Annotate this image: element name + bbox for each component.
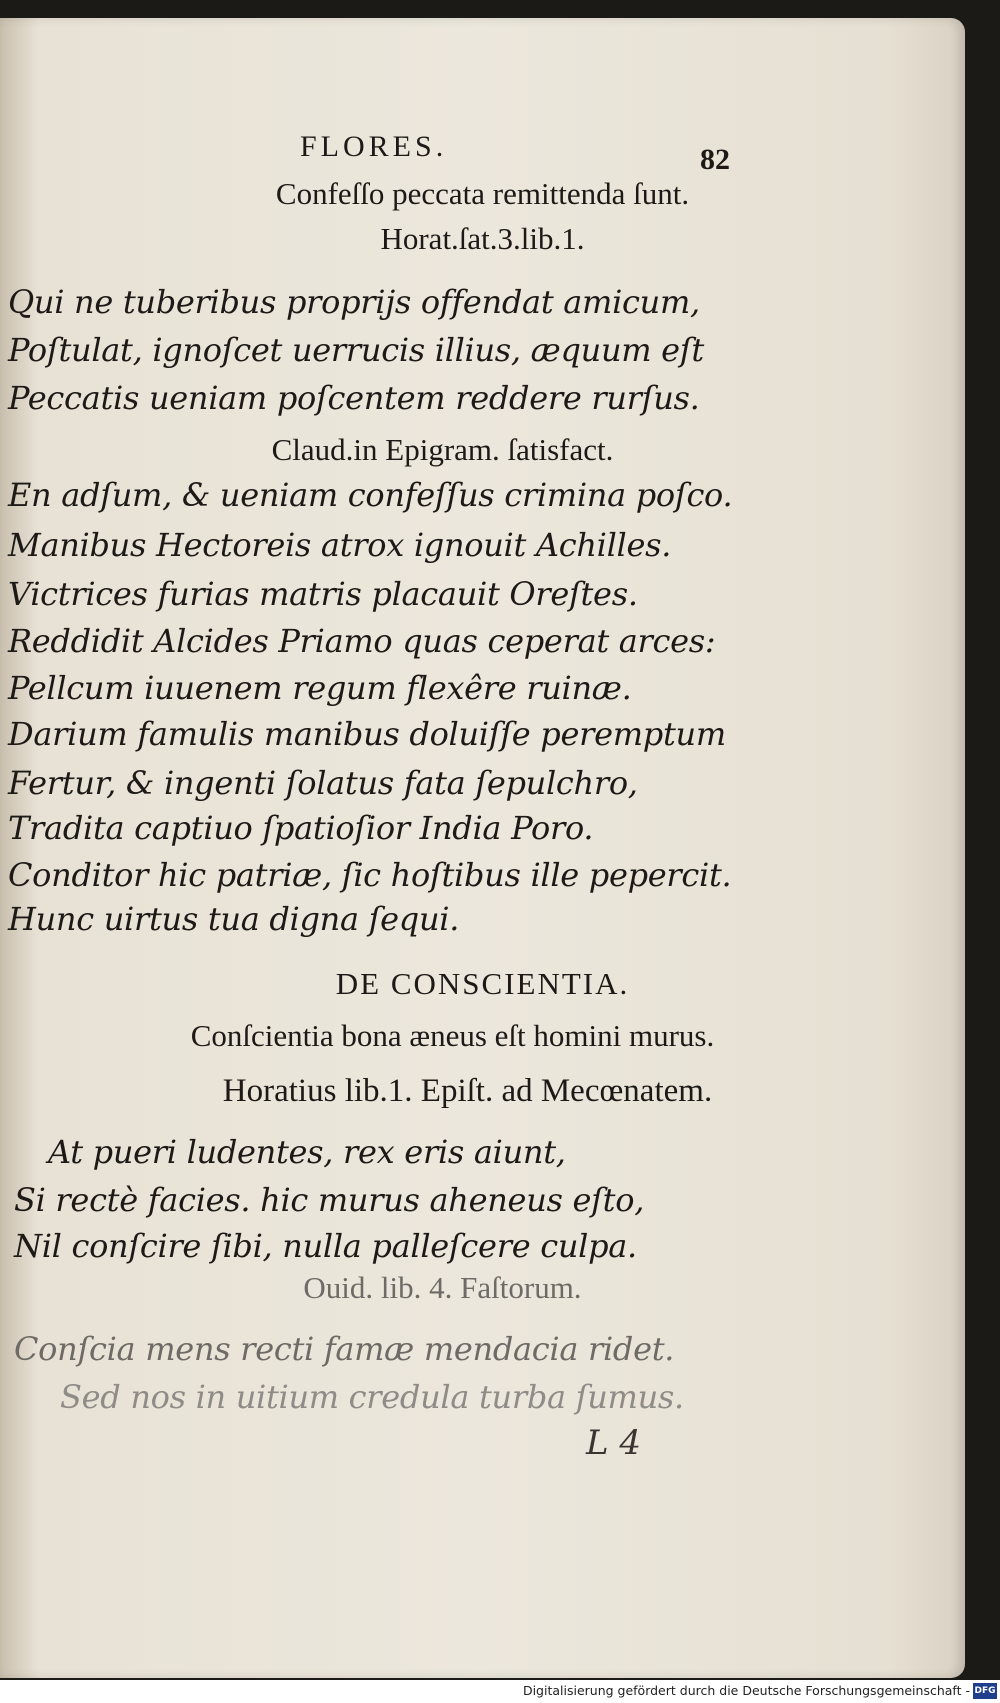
footer-bar xyxy=(0,1680,1000,1703)
signature-mark: L 4 xyxy=(586,1423,642,1463)
verse-line: Conſcia mens recti famæ mendacia ridet. xyxy=(14,1330,675,1368)
verse-line: Hunc uirtus tua digna ſequi. xyxy=(8,900,460,938)
source-heading: Horatius lib.1. Epiſt. ad Mecœnatem. xyxy=(222,1073,713,1109)
verse-line: Qui ne tuberibus proprijs offendat amicum, xyxy=(8,283,700,321)
verse-line: Pellcum iuuenem regum flexêre ruinæ. xyxy=(8,669,632,707)
verse-line: Poſtulat, ignoſcet uerrucis illius, æquum eſt xyxy=(8,331,704,369)
source-heading: Claud.in Epigram. ſatisfact. xyxy=(271,432,614,467)
verse-line: Nil conſcire ſibi, nulla palleſcere culpa. xyxy=(14,1227,637,1265)
verse-line: Reddidit Alcides Priamo quas ceperat arces: xyxy=(8,622,716,660)
verse-line: Tradita captiuo ſpatioſior India Poro. xyxy=(8,809,594,847)
verse-line: Fertur, & ingenti ſolatus fata ſepulchro, xyxy=(8,764,638,802)
verse-line: Victrices furias matris placauit Oreſtes. xyxy=(8,575,638,613)
dfg-logo: DFG xyxy=(973,1683,997,1699)
verse-line: Manibus Hectoreis atrox ignouit Achilles. xyxy=(8,526,672,564)
source-heading: Horat.ſat.3.lib.1. xyxy=(380,221,585,256)
verse-line: Si rectè facies. hic murus aheneus eſto, xyxy=(14,1181,645,1219)
verse-line: At pueri ludentes, rex eris aiunt, xyxy=(48,1133,566,1171)
section-title: DE CONSCIENTIA. xyxy=(335,966,630,1001)
verse-line: En adſum, & ueniam confeſſus crimina poſco. xyxy=(8,476,733,514)
footer-credit: Digitalisierung gefördert durch die Deutsche Forschungsgemeinschaft - xyxy=(522,1683,970,1698)
verse-line: Sed nos in uitium credula turba ſumus. xyxy=(60,1378,684,1416)
folio-number: 82 xyxy=(700,143,730,176)
verse-line: Peccatis ueniam poſcentem reddere rurſus. xyxy=(8,379,700,417)
source-heading: Ouid. lib. 4. Faſtorum. xyxy=(303,1270,582,1305)
verse-line: Darium famulis manibus doluiſſe peremptum xyxy=(8,715,726,753)
running-head: FLORES. xyxy=(300,130,448,163)
book-page xyxy=(0,18,965,1678)
section-title: Confeſſo peccata remittenda ſunt. xyxy=(275,176,690,211)
section-subtitle: Conſcientia bona æneus eſt homini murus. xyxy=(190,1018,715,1053)
verse-line: Conditor hic patriæ, ſic hoſtibus ille pepercit. xyxy=(8,856,732,894)
